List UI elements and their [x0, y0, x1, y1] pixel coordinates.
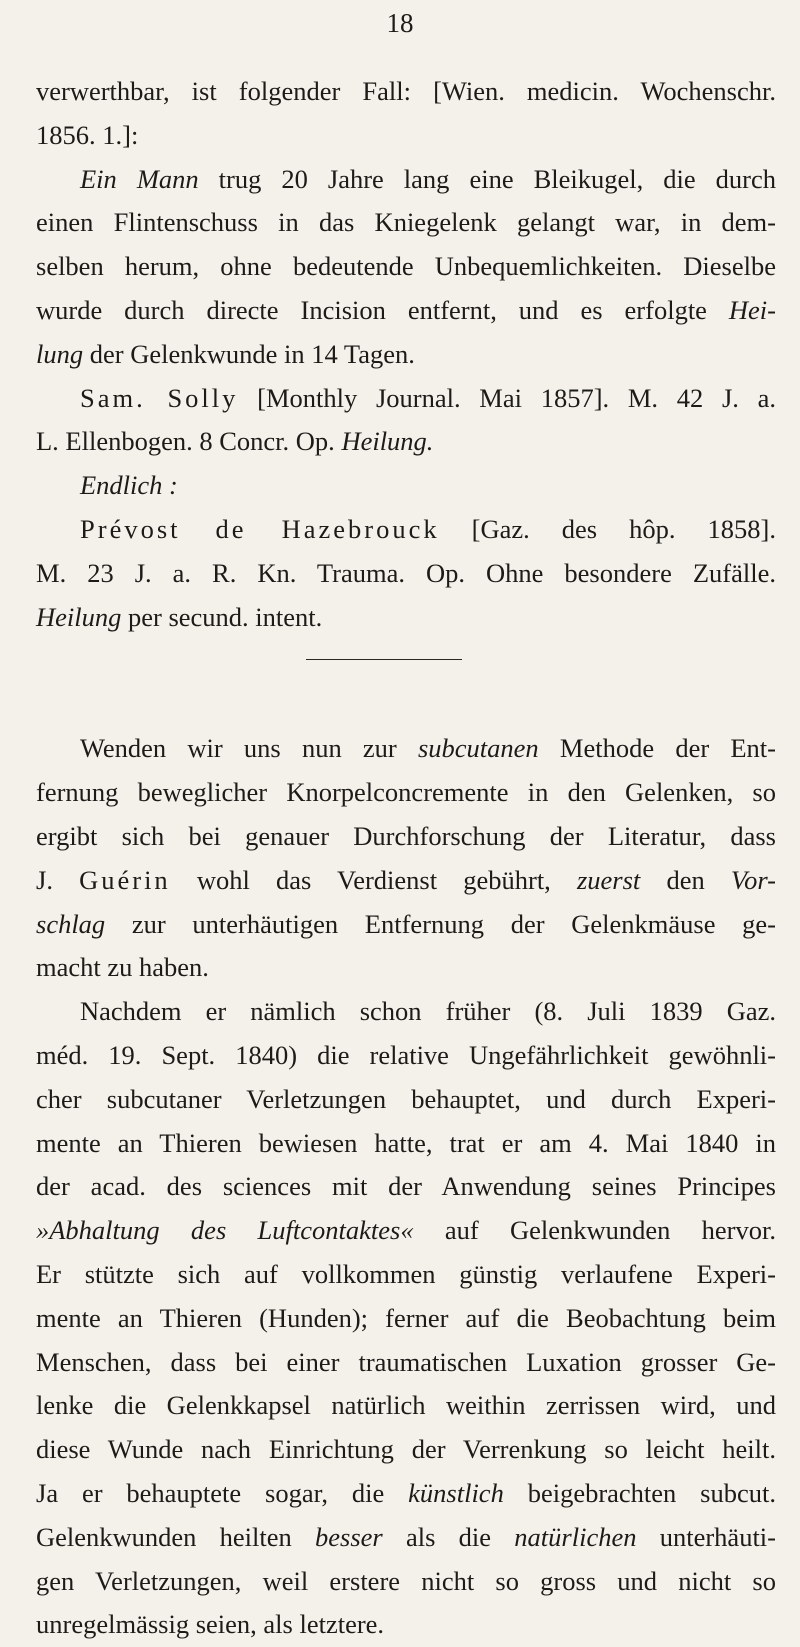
text-line: diese Wunde nach Einrichtung der Verrenkung so leicht heilt.: [36, 1434, 776, 1465]
text-line: mente an Thieren bewiesen hatte, trat er am 4. Mai 1840 in: [36, 1127, 776, 1158]
text-line: Prévost de Hazebrouck [Gaz. des hôp. 1858].: [80, 513, 776, 544]
text-line: Menschen, dass bei einer traumatischen Luxation grosser Ge-: [36, 1346, 776, 1377]
section-divider: [36, 639, 776, 683]
text-line: selben herum, ohne bedeutende Unbequemlichkeiten. Dieselbe: [36, 251, 776, 282]
text-line: unregelmässig seien, als letztere.: [36, 1609, 385, 1640]
text-line: der acad. des sciences mit der Anwendung seines Principes: [36, 1171, 776, 1202]
text-line: lenke die Gelenkkapsel natürlich weithin zerrissen wird, und: [36, 1390, 776, 1421]
text-line: Gelenkwunden heilten besser als die natürlichen unterhäuti-: [36, 1521, 776, 1552]
text-line: J. Guérin wohl das Verdienst gebührt, zuerst den Vor-: [36, 864, 776, 895]
body-text: [36, 70, 776, 1647]
text-line: verwerthbar, ist folgender Fall: [Wien. medicin. Wochenschr.: [36, 76, 776, 106]
text-line: Ein Mann trug 20 Jahre lang eine Bleikugel, die durch: [80, 163, 776, 194]
text-line: Ja er behauptete sogar, die künstlich beigebrachten subcut.: [36, 1477, 776, 1508]
text-line: »Abhaltung des Luftcontaktes« auf Gelenkwunden hervor.: [36, 1215, 776, 1246]
text-line: M. 23 J. a. R. Kn. Trauma. Op. Ohne besondere Zufälle.: [36, 557, 776, 588]
text-line: cher subcutaner Verletzungen behauptet, und durch Experi-: [36, 1083, 776, 1114]
text-line: méd. 19. Sept. 1840) die relative Ungefährlichkeit gewöhnli-: [36, 1039, 776, 1070]
text-line: gen Verletzungen, weil erstere nicht so gross und nicht so: [36, 1565, 776, 1596]
text-line: macht zu haben.: [36, 952, 209, 983]
text-line: Heilung per secund. intent.: [36, 601, 323, 632]
text-line: ergibt sich bei genauer Durchforschung der Literatur, dass: [36, 820, 776, 851]
text-line: mente an Thieren (Hunden); ferner auf die Beobachtung beim: [36, 1302, 776, 1333]
text-line: L. Ellenbogen. 8 Concr. Op. Heilung.: [36, 426, 434, 457]
text-line: Wenden wir uns nun zur subcutanen Methode der Ent-: [80, 733, 776, 764]
text-line: Sam. Solly [Monthly Journal. Mai 1857]. M. 42 J. a.: [80, 382, 777, 413]
text-line: Endlich :: [80, 470, 178, 501]
text-line: 1856. 1.]:: [36, 119, 139, 150]
text-line: schlag zur unterhäutigen Entfernung der Gelenkmäuse ge-: [36, 908, 776, 939]
page-number: 18: [386, 8, 414, 38]
text-line: wurde durch directe Incision entfernt, und es erfolgte Hei-: [36, 294, 776, 325]
text-line: Nachdem er nämlich schon früher (8. Juli 1839 Gaz.: [80, 996, 776, 1027]
text-line: lung der Gelenkwunde in 14 Tagen.: [36, 338, 415, 369]
text-line: fernung beweglicher Knorpelconcremente in den Gelenken, so: [36, 777, 776, 808]
text-line: Er stützte sich auf vollkommen günstig verlaufene Experi-: [36, 1258, 776, 1289]
text-line: einen Flintenschuss in das Kniegelenk gelangt war, in dem-: [36, 207, 776, 238]
